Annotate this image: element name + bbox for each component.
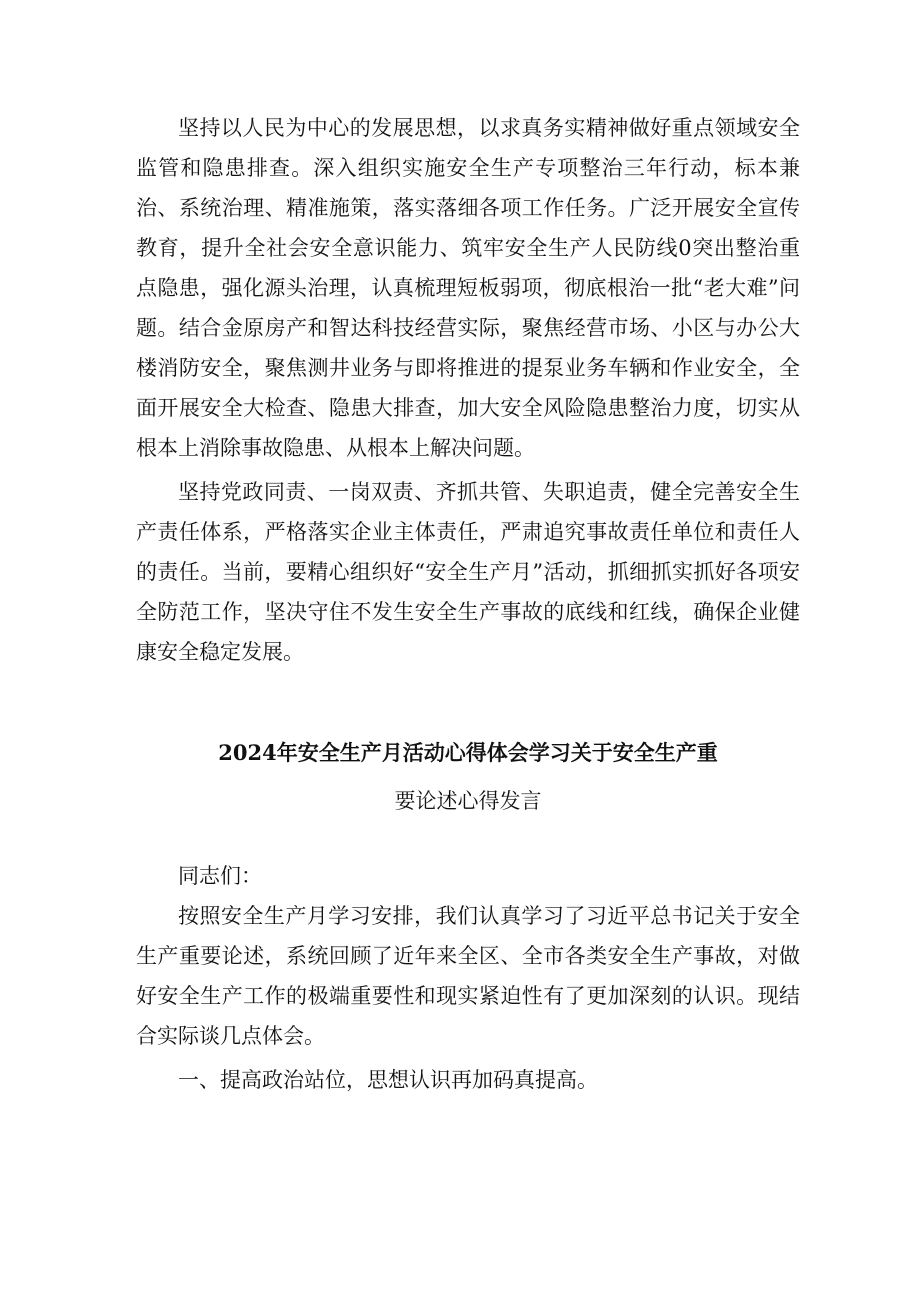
body-paragraph-2: 坚持党政同责、一岗双责、齐抓共管、失职追责，健全完善安全生产责任体系，严格落实企业主体责任，严肃追究事故责任单位和责任人的责任。当前，要精心组织好“安全生产月”活动，抓细抓实抓好各项安全防范工作，坚决守住不发生安全生产事故的底线和红线，确保企业健康安全稳定发展。	[136, 480, 800, 664]
title-line-1: 2024年安全生产月活动心得体会学习关于安全生产重	[218, 740, 718, 765]
document-page	[136, 108, 800, 1100]
salutation: 同志们：	[178, 864, 262, 888]
body-paragraph-1: 坚持以人民为中心的发展思想，以求真务实精神做好重点领域安全监管和隐患排查。深入组织实施安全生产专项整治三年行动，标本兼治、系统治理、精准施策，落实落细各项工作任务。广泛开展安全宣传教育，提升全社会安全意识能力、筑牢安全生产人民防线0突出整治重点隐患，强化源头治理，认真梳理短板弱项，彻底根治一批“老大难”问题。结合金原房产和智达科技经营实际，聚焦经营市场、小区与办公大楼消防安全，聚焦测井业务与即将推进的提泵业务车辆和作业安全，全面开展安全大检查、隐患大排查，加大安全风险隐患整治力度，切实从根本上消除事故隐患、从根本上解决问题。	[136, 116, 800, 460]
title-line-2: 要论述心得发言	[394, 789, 542, 813]
section-heading-1: 一、提高政治站位，思想认识再加码真提高。	[178, 1068, 598, 1092]
intro-paragraph: 按照安全生产月学习安排，我们认真学习了习近平总书记关于安全生产重要论述，系统回顾了近年来全区、全市各类安全生产事故，对做好安全生产工作的极端重要性和现实紧迫性有了更加深刻的认识。现结合实际谈几点体会。	[136, 904, 800, 1048]
section-title	[136, 734, 800, 820]
